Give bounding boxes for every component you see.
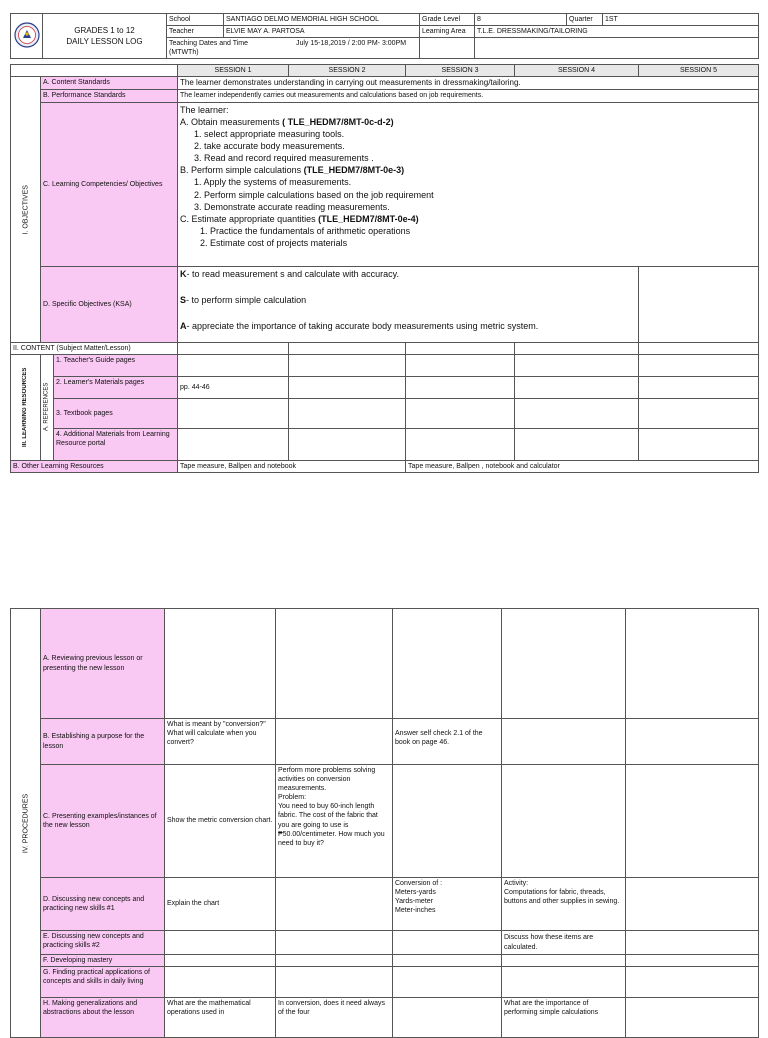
quarter-value: 1ST [603, 14, 759, 26]
procedure-row [11, 931, 759, 955]
log-title [43, 14, 167, 59]
lesson-table [10, 64, 759, 473]
procedure-row [11, 765, 759, 878]
teacher-label: Teacher [167, 26, 224, 38]
procedure-cell: What are the importance of performing simple calculations [502, 998, 626, 1038]
competency-b-item: 3. Demonstrate accurate reading measurements. [194, 201, 390, 212]
procedure-cell: Answer self check 2.1 of the book on page 46. [393, 719, 502, 765]
learners-materials-s1: pp. 44-46 [178, 376, 289, 398]
procedure-cell: Conversion of : Meters-yards Yards-meter Meter-inches [393, 878, 502, 931]
grade-value: 8 [475, 14, 567, 26]
competency-a-item: 1. select appropriate measuring tools. [194, 128, 345, 139]
procedure-cell: What is meant by "conversion?" What will calculate when you convert? [165, 719, 276, 765]
school-value: SANTIAGO DELMO MEMORIAL HIGH SCHOOL [224, 14, 420, 26]
procedure-row [11, 967, 759, 998]
objectives-section-label: I. OBJECTIVES [11, 77, 41, 342]
ksa-value [178, 266, 639, 342]
dates-label [167, 38, 420, 59]
competency-c-code: (TLE_HEDM7/8MT-0e-4) [318, 213, 419, 224]
performance-standards-label: B. Performance Standards [41, 90, 178, 102]
resources-section-label: III. LEARNING RESOURCES [11, 354, 41, 460]
dates-value: July 15-18,2019 / 2:00 PM- 3:00PM (MTWTh) [169, 40, 407, 57]
competencies-value [178, 102, 759, 266]
procedure-label: A. Reviewing previous lesson or presenting the new lesson [41, 609, 165, 719]
procedures-section-label: IV. PROCEDURES [11, 609, 41, 1038]
teachers-guide-label: 1. Teacher's Guide pages [54, 354, 178, 376]
ksa-attitude: A- appreciate the importance of taking accurate body measurements using metric system. [180, 320, 539, 331]
procedure-row [11, 609, 759, 719]
content-standards-value: The learner demonstrates understanding in carrying out measurements in dressmaking/tailoring. [178, 77, 759, 90]
area-label: Learning Area [420, 26, 475, 38]
procedure-cell: Explain the chart [165, 878, 276, 931]
session-3-header: SESSION 3 [406, 65, 515, 77]
procedure-row [11, 955, 759, 967]
additional-materials-label: 4. Additional Materials from Learning Resource portal [54, 428, 178, 460]
dates-label-text: Teaching Dates and Time [169, 40, 248, 48]
textbook-label: 3. Textbook pages [54, 398, 178, 428]
competency-c-item: 2. Estimate cost of projects materials [200, 238, 348, 249]
competencies-label: C. Learning Competencies/ Objectives [41, 102, 178, 266]
competencies-intro: The learner: [180, 104, 229, 115]
specific-objectives-label: D. Specific Objectives (KSA) [41, 266, 178, 342]
session-2-header: SESSION 2 [289, 65, 406, 77]
session-5-header: SESSION 5 [639, 65, 759, 77]
performance-standards-value: The learner independently carries out measurements and calculations based on job requirements. [178, 90, 759, 102]
procedure-cell: Activity: Computations for fabric, threads, buttons and other supplies in sewing. [502, 878, 626, 931]
procedure-label: C. Presenting examples/instances of the new lesson [41, 765, 165, 878]
procedure-row [11, 878, 759, 931]
competency-c-item: 1. Practice the fundamentals of arithmetic operations [200, 225, 411, 236]
content-label: II. CONTENT (Subject Matter/Lesson) [11, 342, 178, 354]
competency-b-item: 2. Perform simple calculations based on the job requirement [194, 189, 434, 200]
log-title-line2: DAILY LESSON LOG [66, 37, 143, 47]
procedure-row [11, 998, 759, 1038]
other-resources-s1: Tape measure, Ballpen and notebook [178, 460, 406, 472]
deped-seal-cell [11, 14, 43, 59]
competency-a: A. Obtain measurements ( TLE_HEDM7/8MT-0c-d-2) [180, 116, 394, 127]
header-table [10, 13, 759, 59]
ksa-skills: S- to perform simple calculation [180, 294, 307, 305]
procedure-label: F. Developing mastery [41, 955, 165, 967]
competency-b-code: (TLE_HEDM7/8MT-0e-3) [303, 165, 405, 176]
procedure-label: H. Making generalizations and abstractions about the lesson [41, 998, 165, 1038]
content-standards-label: A. Content Standards [41, 77, 178, 90]
competency-b: B. Perform simple calculations (TLE_HEDM7/8MT-0e-3) [180, 165, 405, 176]
school-label: School [167, 14, 224, 26]
session-1-header: SESSION 1 [178, 65, 289, 77]
competency-a-item: 2. take accurate body measurements. [194, 141, 345, 151]
competency-a-item: 3. Read and record required measurements . [194, 153, 374, 164]
log-title-line1: GRADES 1 to 12 [74, 26, 135, 35]
grade-label: Grade Level [420, 14, 475, 26]
procedure-label: B. Establishing a purpose for the lesson [41, 719, 165, 765]
procedure-label: G. Finding practical applications of concepts and skills in daily living [41, 967, 165, 998]
session-4-header: SESSION 4 [515, 65, 639, 77]
procedure-cell: What are the mathematical operations used in [165, 998, 276, 1038]
procedure-cell: Show the metric conversion chart. [165, 765, 276, 878]
procedure-cell: Perform more problems solving activities on conversion measurements. Problem: You need to buy 60-inch length fabric. The cost of the fabric that you are going to use is ₱50.00/centimeter. How much you need to buy it? [276, 765, 393, 878]
other-resources-s3: Tape measure, Ballpen , notebook and calculator [406, 460, 759, 472]
procedure-label: D. Discussing new concepts and practicing new skills #1 [41, 878, 165, 931]
competency-a-code: ( TLE_HEDM7/8MT-0c-d-2) [282, 116, 394, 127]
ksa-knowledge: K- to read measurement s and calculate with accuracy. [180, 268, 399, 279]
procedure-label: E. Discussing new concepts and practicing skills #2 [41, 931, 165, 955]
teacher-value: ELVIE MAY A. PARTOSA [224, 26, 420, 38]
area-value: T.L.E. DRESSMAKING/TAILORING [475, 26, 759, 38]
references-label: A. REFERENCES [41, 354, 54, 460]
competency-c: C. Estimate appropriate quantities (TLE_HEDM7/8MT-0e-4) [180, 213, 419, 224]
procedure-cell: Discuss how these items are calculated. [502, 931, 626, 955]
procedure-row [11, 719, 759, 765]
other-resources-label: B. Other Learning Resources [11, 460, 178, 472]
procedure-cell: In conversion, does it need always of the four [276, 998, 393, 1038]
quarter-label: Quarter [567, 14, 603, 26]
learners-materials-label: 2. Learner's Materials pages [54, 376, 178, 398]
competency-b-item: 1. Apply the systems of measurements. [194, 177, 352, 188]
procedures-table [10, 608, 759, 1038]
deped-seal-icon [14, 22, 40, 48]
